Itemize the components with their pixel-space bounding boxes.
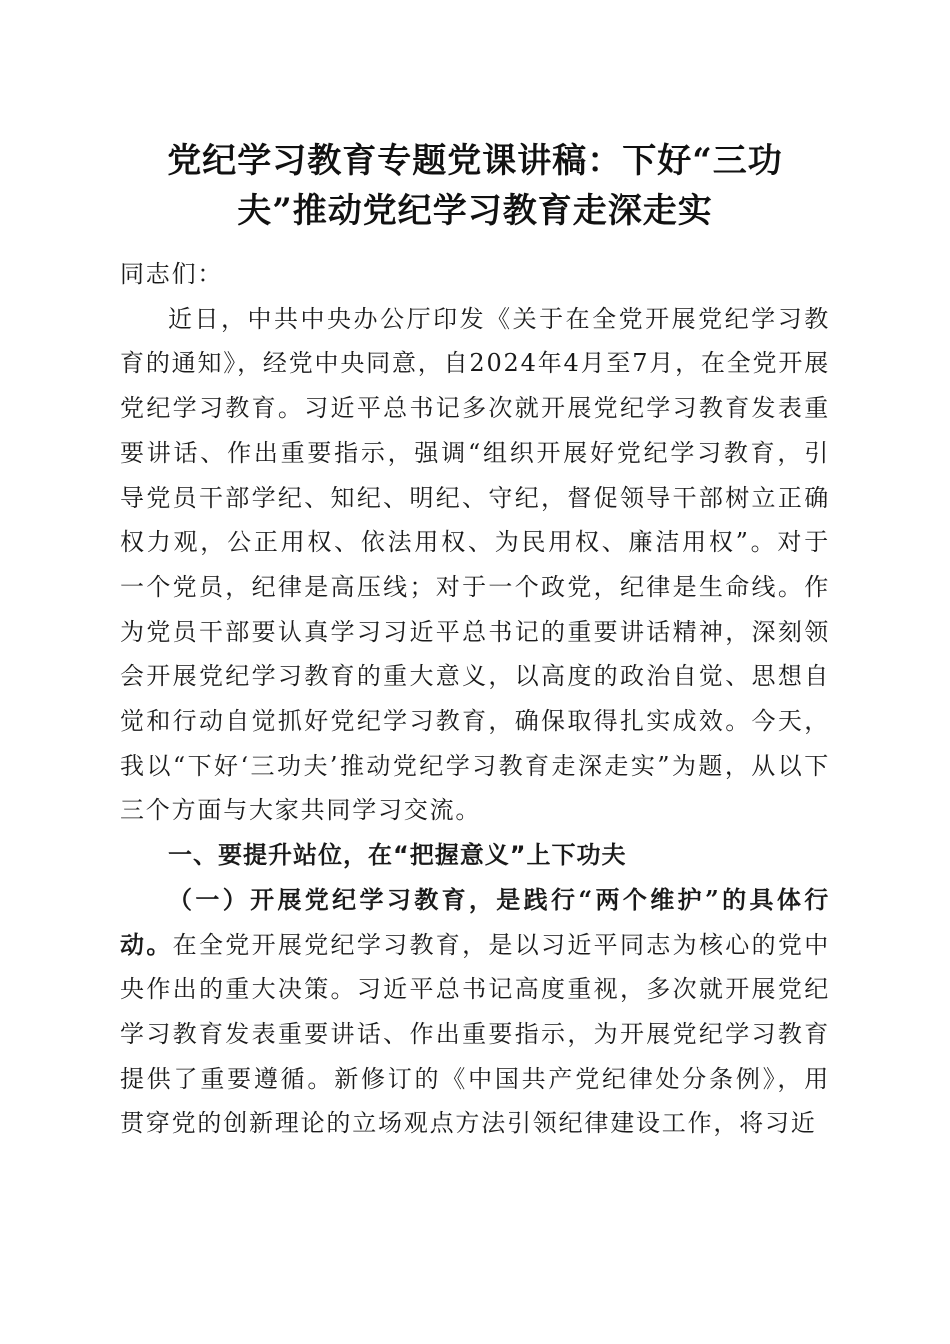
- subsection-body: 在全党开展党纪学习教育，是以习近平同志为核心的党中央作出的重大决策。习近平总书记高度重视，多次就开展党纪学习教育发表重要讲话、作出重要指示，为开展党纪学习教育提供了重要遵循。新修订的《中国共产党纪律处分条例》，用贯穿党的创新理论的立场观点方法引领纪律建设工作，将习近: [120, 930, 830, 1138]
- intro-paragraph: 近日，中共中央办公厅印发《关于在全党开展党纪学习教育的通知》，经党中央同意，自2024年4月至7月，在全党开展党纪学习教育。习近平总书记多次就开展党纪学习教育发表重要讲话、作出重要指示，强调“组织开展好党纪学习教育，引导党员干部学纪、知纪、明纪、守纪，督促领导干部树立正确权力观，公正用权、依法用权、为民用权、廉洁用权”。对于一个党员，纪律是高压线；对于一个政党，纪律是生命线。作为党员干部要认真学习习近平总书记的重要讲话精神，深刻领会开展党纪学习教育的重大意义，以高度的政治自觉、思想自觉和行动自觉抓好党纪学习教育，确保取得扎实成效。今天，我以“下好‘三功夫’推动党纪学习教育走深走实”为题，从以下三个方面与大家共同学习交流。: [120, 304, 830, 825]
- title-line-2: 夫”推动党纪学习教育走深走实: [237, 191, 713, 231]
- subsection-title: （一）开展党纪学习教育，是践行“两个维护”的具体行动。: [120, 884, 830, 959]
- section-heading-1: 一、要提升站位，在“把握意义”上下功夫: [168, 841, 627, 870]
- document-body: [120, 252, 830, 1146]
- salutation: 同志们：: [120, 260, 224, 288]
- document-title: [120, 136, 830, 236]
- section1-paragraph-1: [120, 878, 830, 1146]
- title-line-1: 党纪学习教育专题党课讲稿：下好“三功: [167, 141, 783, 181]
